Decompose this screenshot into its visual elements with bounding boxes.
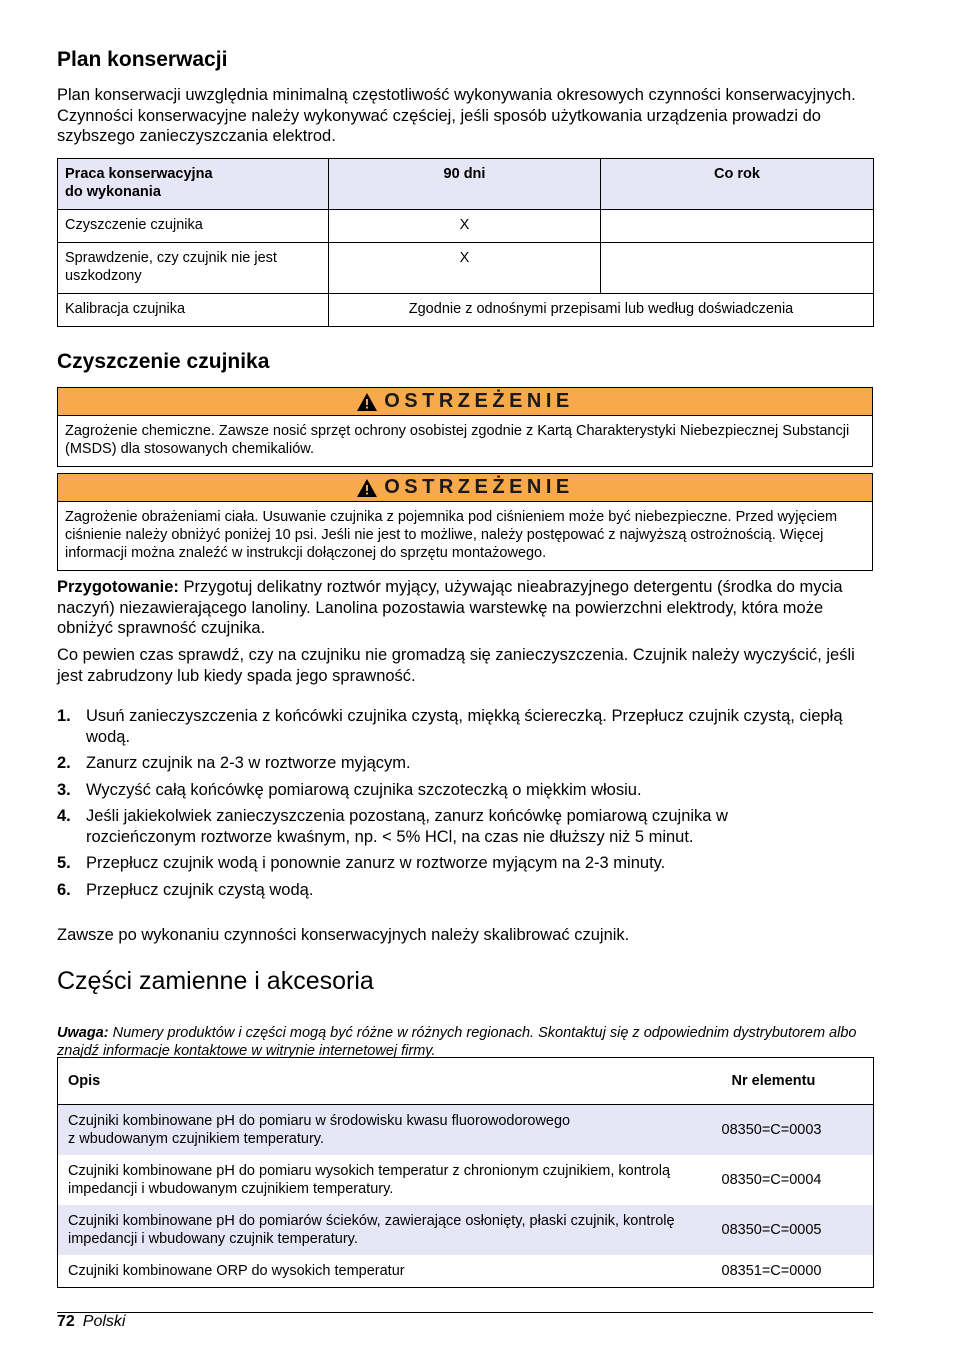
part-number: 08350=C=0003 [712,1105,874,1156]
step-text: Jeśli jakiekolwiek zanieczyszczenia pozostaną, zanurz końcówkę pomiarową czujnika w rozcieńczonym roztworze kwaśnym, np. < 5% HCl, na czas nie dłuższy niż 5 minut. [86,807,728,846]
step-number: 4. [57,807,71,825]
step-text: Zanurz czujnik na 2-3 w roztworze myjącym. [86,754,411,772]
parts-table [57,1057,874,1288]
task-cell: Czyszczenie czujnika [58,210,329,243]
header-task: Praca konserwacyjna do wykonania [58,159,329,210]
part-description: Czujniki kombinowane pH do pomiaru w środowisku kwasu fluorowodorowego z wbudowanym czujnikiem temperatury. [58,1105,712,1156]
warning-triangle-icon [356,478,378,498]
maintenance-table [57,158,874,327]
part-number: 08350=C=0004 [721,1172,822,1188]
step-text: Przepłucz czujnik czystą wodą. [86,880,314,899]
page-footer [57,1312,125,1332]
header-90-days: 90 dni [329,159,601,210]
page-number: 72 [57,1313,75,1330]
warning-label: OSTRZEŻENIE [384,476,574,498]
note-label: Uwaga: [57,1024,109,1041]
warning-text: Zagrożenie chemiczne. Zawsze nosić sprzęt ochrony osobistej zgodnie z Kartą Charakterystyki Niebezpiecznej Substancji (MSDS) dla stosowanych chemikaliów. [65,423,850,457]
section-title-cleaning: Czyszczenie czujnika [57,350,270,373]
footer-language: Polski [82,1313,126,1330]
part-number: 08351=C=0000 [721,1263,822,1279]
part-number: 08350=C=0005 [712,1205,874,1255]
table-row [58,210,874,243]
step-number: 1. [57,707,71,725]
part-description: Czujniki kombinowane ORP do wysokich temperatur [68,1263,405,1279]
warning-triangle-icon [356,392,378,412]
parts-note [57,1024,873,1060]
list-item [57,880,873,901]
interval-year-cell [601,210,874,243]
header-item-number: Nr elementu [712,1058,874,1105]
table-row [58,1255,874,1288]
calibration-reminder: Zawsze po wykonaniu czynności konserwacyjnych należy skalibrować czujnik. [57,926,630,944]
step-text: Usuń zanieczyszczenia z końcówki czujnika czystą, miękką ściereczką. Przepłucz czujnik czystą, ciepłą wodą. [86,707,843,746]
list-item [57,753,873,774]
step-number: 5. [57,854,71,872]
step-number: 2. [57,754,71,772]
list-item [57,853,873,874]
part-description: Czujniki kombinowane pH do pomiaru wysokich temperatur z chronionym czujnikiem, kontrolą impedancji i wbudowanym czujnikiem temperatury. [68,1163,671,1197]
section-title-parts: Części zamienne i akcesoria [57,967,374,995]
step-text: Przepłucz czujnik wodą i ponownie zanurz w roztworze myjącym na 2-3 minuty. [86,854,666,872]
table-row [58,243,874,294]
preparation-paragraph [57,577,873,639]
task-cell: Kalibracja czujnika [58,294,329,327]
interval-90-cell: X [329,210,601,243]
preparation-text: Przygotuj delikatny roztwór myjący, używając nieabrazyjnego detergentu (środka do mycia naczyń) niezawierającego lanoliny. Lanolina pozostawia warstewkę na powierzchni elektrody, która może obniżyć sprawność czujnika. [57,578,843,637]
maintenance-table-header [58,159,874,210]
header-description: Opis [58,1058,712,1105]
parts-table-header [58,1058,874,1105]
table-row [58,1205,874,1255]
list-item [57,780,873,801]
list-item [57,706,873,747]
warning-header [58,388,872,416]
preparation-label: Przygotowanie: [57,578,179,596]
warning-box-injury [57,473,873,571]
section-title-maintenance: Plan konserwacji [57,48,228,71]
part-description: Czujniki kombinowane pH do pomiarów ścieków, zawierające osłonięty, płaski czujnik, kontrolę impedancji i wbudowany czujnik temperatury. [58,1205,712,1255]
step-number: 3. [57,780,71,799]
interval-90-cell: X [329,243,601,294]
maintenance-intro: Plan konserwacji uwzględnia minimalną częstotliwość wykonywania okresowych czynności konserwacyjnych. Czynności konserwacyjne należy wykonywać częściej, jeśli sposób użytkowania urządzenia prowadzi do szybszego zanieczyszczania elektrod. [57,86,856,145]
inspection-paragraph: Co pewien czas sprawdź, czy na czujniku nie gromadzą się zanieczyszczenia. Czujnik należy wyczyścić, jeśli jest zabrudzony lub kiedy spada jego sprawność. [57,646,855,685]
table-row [58,1155,874,1205]
warning-label: OSTRZEŻENIE [384,390,574,412]
step-text: Wyczyść całą końcówkę pomiarową czujnika szczoteczką o miękkim włosiu. [86,780,642,799]
step-number: 6. [57,880,71,899]
header-yearly: Co rok [601,159,874,210]
cleaning-steps-list [57,706,873,900]
warning-header [58,474,872,502]
task-cell: Sprawdzenie, czy czujnik nie jest uszkodzony [58,243,329,294]
table-row [58,294,874,327]
table-row [58,1105,874,1156]
warning-text: Zagrożenie obrażeniami ciała. Usuwanie czujnika z pojemnika pod ciśnieniem może być niebezpieczne. Przed wyjęciem ciśnienie należy obniżyć poniżej 10 psi. Jeśli nie jest to możliwe, należy postępować z najwyższą ostrożnością. Więcej informacji można znaleźć w instrukcji dołączonej do sprzętu montażowego. [65,509,838,561]
note-text: Numery produktów i części mogą być różne w różnych regionach. Skontaktuj się z odpowiednim dystrybutorem albo znajdź informacje kontaktowe w witrynie internetowej firmy. [57,1024,857,1059]
footer-divider [57,1312,873,1313]
interval-year-cell [601,243,874,294]
warning-box-chemical [57,387,873,467]
list-item [57,806,873,847]
merged-interval-cell: Zgodnie z odnośnymi przepisami lub według doświadczenia [329,294,874,327]
